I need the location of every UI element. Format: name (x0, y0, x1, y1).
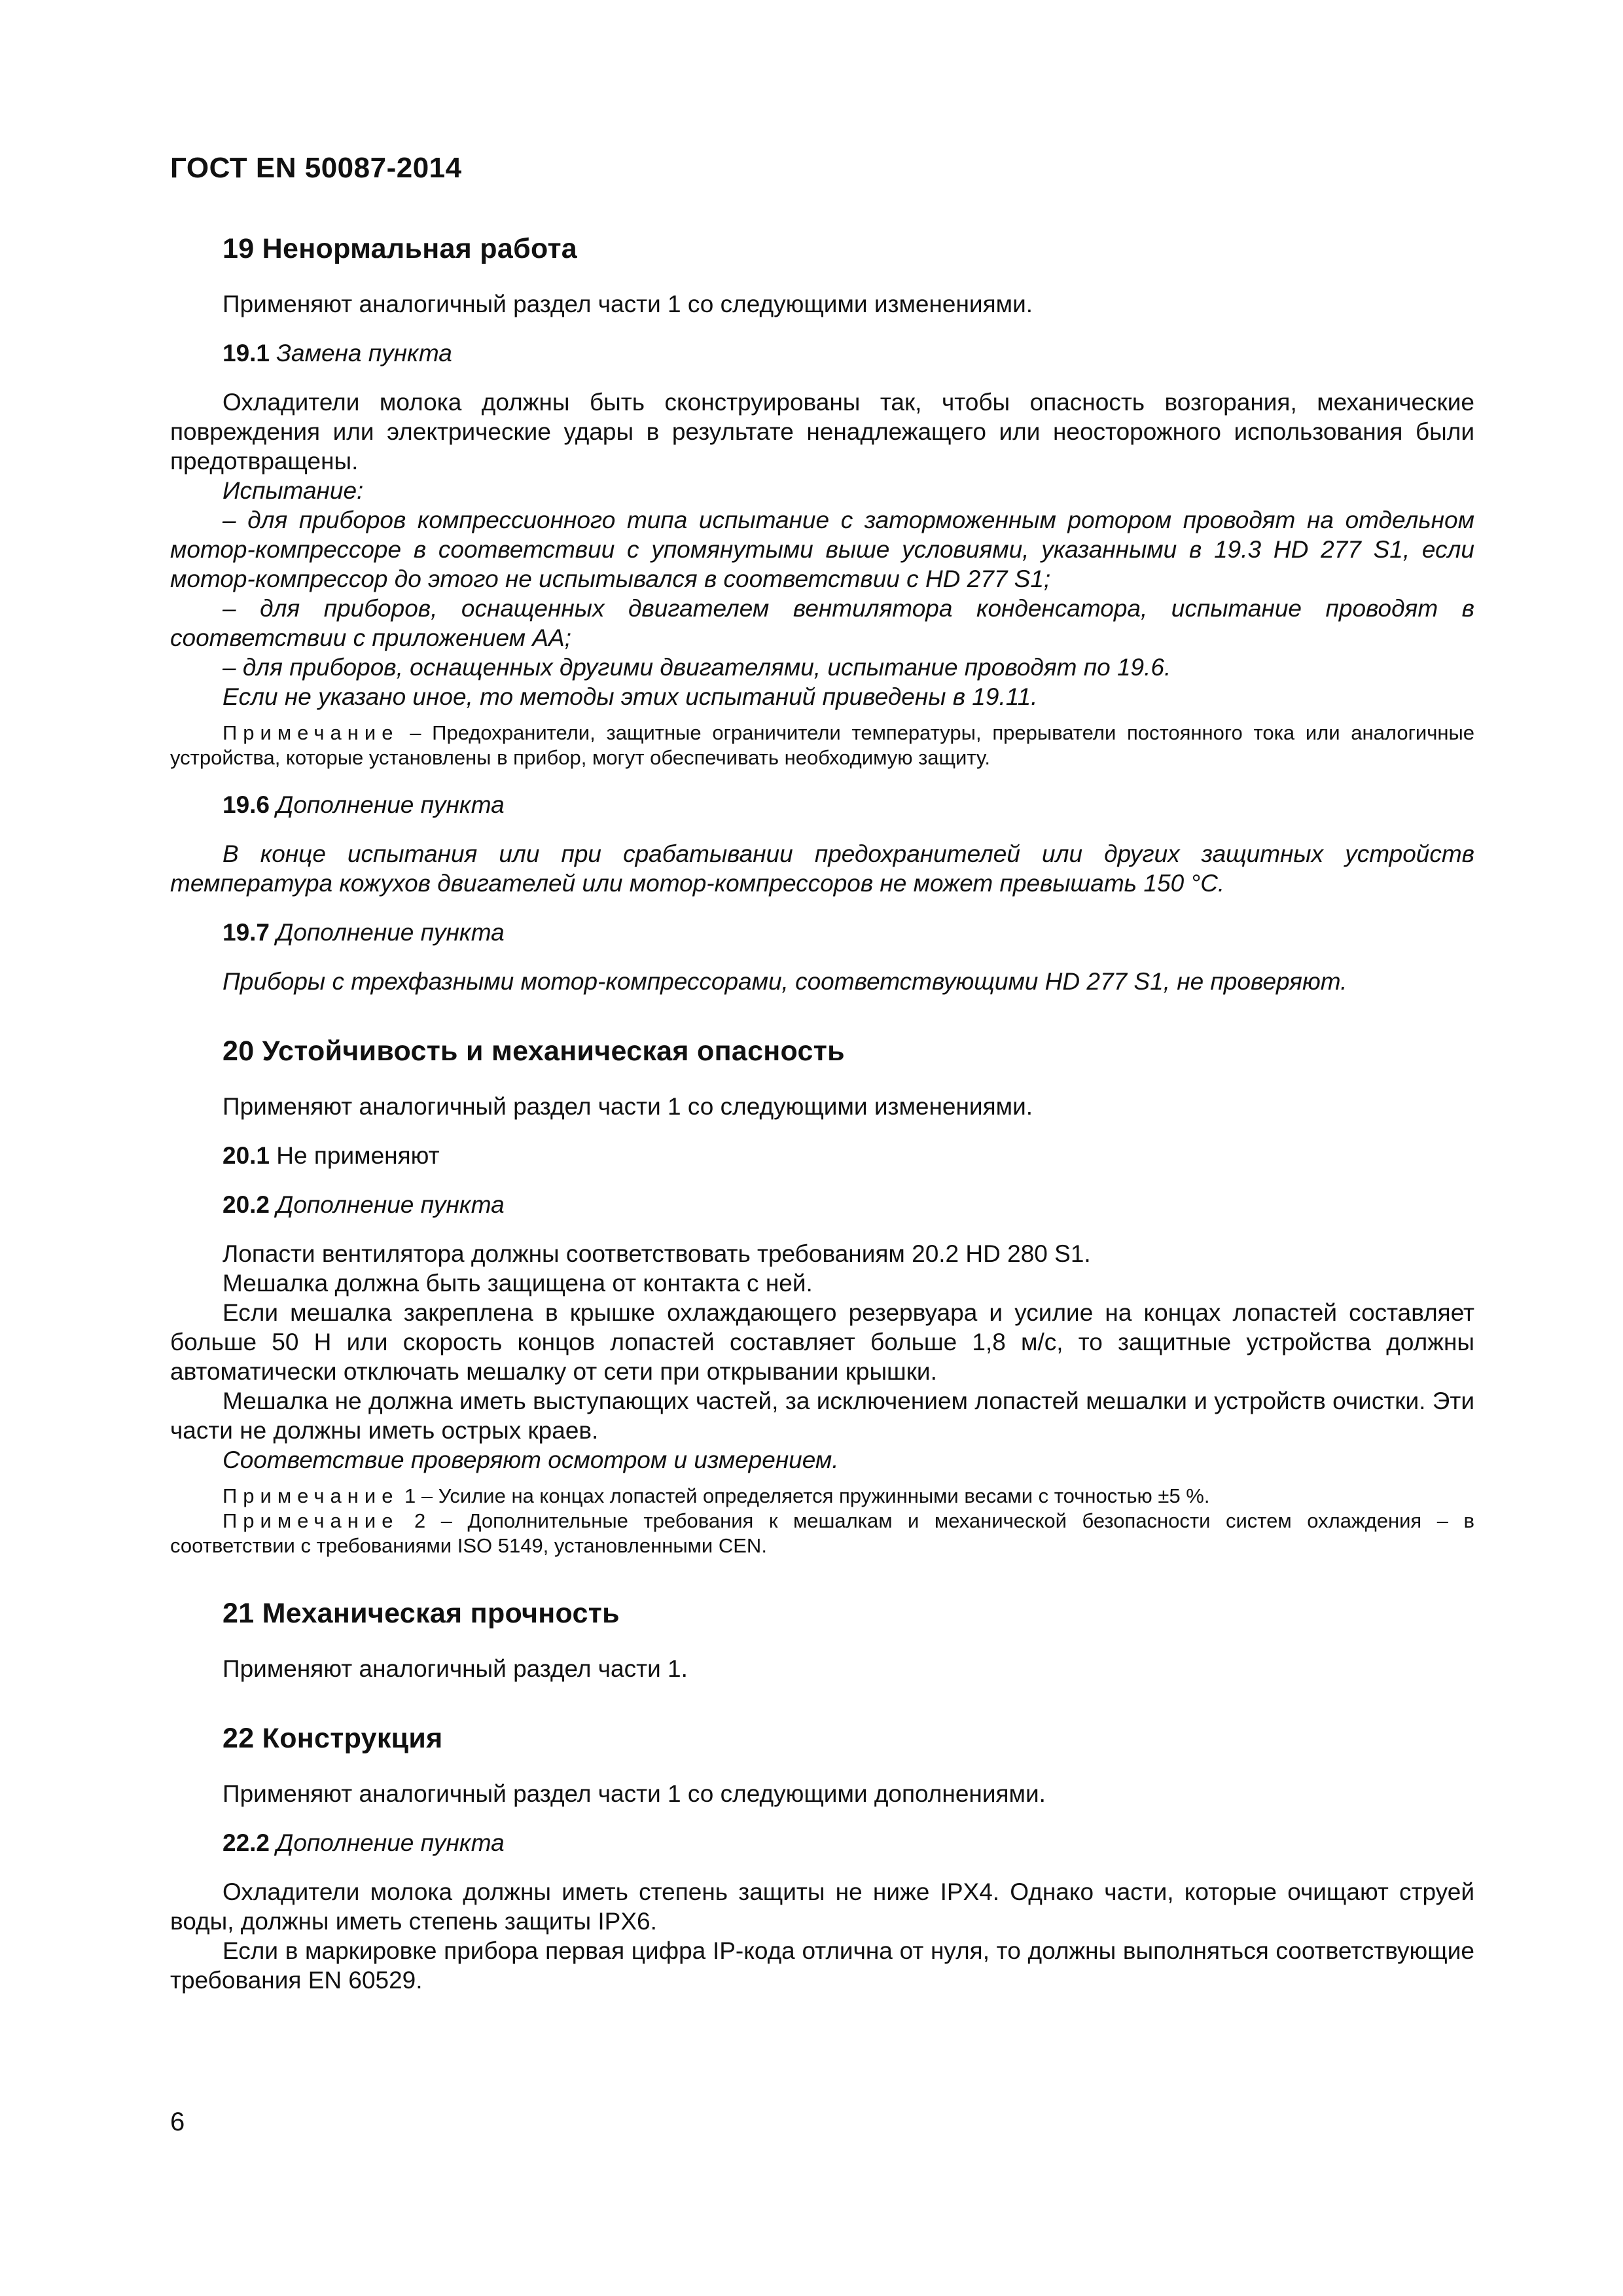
test-item-2: – для приборов, оснащенных двигателем вентилятора конденсатора, испытание проводят в соответствии с приложением АА; (170, 595, 1474, 651)
clause-20-2-line-1: Лопасти вентилятора должны соответствовать требованиям 20.2 HD 280 S1. (223, 1240, 1091, 1267)
section-19-title: 19 Ненормальная работа (223, 233, 578, 264)
clause-label: Дополнение пункта (276, 1829, 505, 1856)
clause-20-2-note-1 (170, 1484, 1474, 1509)
clause-number: 19.6 (223, 791, 270, 818)
clause-number: 19.1 (223, 340, 270, 367)
section-20-title: 20 Устойчивость и механическая опасность (223, 1035, 845, 1067)
note-label: Примечание (223, 1509, 399, 1532)
compliance-text: Соответствие проверяют осмотром и измерением. (223, 1446, 839, 1473)
clause-20-2-heading (170, 1190, 1474, 1219)
clause-number: 22.2 (223, 1829, 270, 1856)
section-19 (170, 230, 1474, 996)
section-22-title: 22 Конструкция (223, 1723, 443, 1754)
test-item-3: – для приборов, оснащенных другими двигателями, испытание проводят по 19.6. (223, 654, 1171, 681)
section-21 (170, 1595, 1474, 1683)
document-code: ГОСТ EN 50087-2014 (170, 152, 462, 184)
clause-20-2-line-3: Если мешалка закреплена в крышке охлаждающего резервуара и усилие на концах лопастей составляет больше 50 Н или скорость концов лопастей составляет больше 1,8 м/с, то защитные устройства должны автоматически отключать мешалку от сети при открывании крышки. (170, 1299, 1474, 1385)
section-19-intro: Применяют аналогичный раздел части 1 со следующими изменениями. (223, 291, 1033, 317)
clause-19-1-note (170, 721, 1474, 770)
note-label: Примечание (223, 1484, 399, 1507)
note-text: 2 – Дополнительные требования к мешалкам и механической безопасности систем охлаждения – в соответствии с требованиями ISO 5149, установленными CEN. (170, 1509, 1474, 1557)
note-text: 1 – Усилие на концах лопастей определяется пружинными весами с точностью ±5 %. (399, 1484, 1210, 1507)
note-text: – Предохранители, защитные ограничители температуры, прерыватели постоянного тока или аналогичные устройства, которые установлены в прибор, могут обеспечивать необходимую защиту. (170, 721, 1474, 769)
clause-number: 19.7 (223, 919, 270, 946)
clause-22-2-text-1: Охладители молока должны иметь степень защиты не ниже IPX4. Однако части, которые очищают струей воды, должны иметь степень защиты IPX6. (170, 1878, 1474, 1935)
clause-20-2-line-2: Мешалка должна быть защищена от контакта с ней. (223, 1270, 813, 1297)
clause-label: Дополнение пункта (276, 919, 505, 946)
section-20-intro: Применяют аналогичный раздел части 1 со следующими изменениями. (223, 1093, 1033, 1120)
section-21-title: 21 Механическая прочность (223, 1598, 620, 1629)
section-22 (170, 1720, 1474, 1995)
clause-19-1-heading (170, 338, 1474, 368)
clause-label: Дополнение пункта (276, 1191, 505, 1218)
clause-22-2-heading (170, 1828, 1474, 1857)
section-20 (170, 1033, 1474, 1558)
clause-19-7-heading (170, 918, 1474, 947)
clause-text: Не применяют (276, 1142, 440, 1169)
section-21-intro: Применяют аналогичный раздел части 1. (223, 1655, 688, 1682)
clause-number: 20.1 (223, 1142, 270, 1169)
clause-19-6-text: В конце испытания или при срабатывании предохранителей или других защитных устройств температура кожухов двигателей или мотор-компрессоров не может превышать 150 °С. (170, 840, 1474, 897)
test-methods-note: Если не указано иное, то методы этих испытаний приведены в 19.11. (223, 683, 1038, 710)
section-22-intro: Применяют аналогичный раздел части 1 со следующими дополнениями. (223, 1780, 1046, 1807)
clause-19-1-text: Охладители молока должны быть сконструированы так, чтобы опасность возгорания, механические повреждения или электрические удары в результате ненадлежащего или неосторожного использования были предотвращены. (170, 389, 1474, 475)
clause-19-6-heading (170, 790, 1474, 819)
document-page (170, 0, 1474, 2296)
clause-label: Замена пункта (276, 340, 452, 367)
clause-20-2-note-2 (170, 1509, 1474, 1558)
clause-19-7-text: Приборы с трехфазными мотор-компрессорами, соответствующими HD 277 S1, не проверяют. (223, 968, 1347, 995)
test-item-1: – для приборов компрессионного типа испытание с заторможенным ротором проводят на отдельном мотор-компрессоре в соответствии с упомянутыми выше условиями, указанными в 19.3 HD 277 S1, если мотор-компрессор до этого не испытывался в соответствии с HD 277 S1; (170, 507, 1474, 592)
clause-label: Дополнение пункта (276, 791, 505, 818)
test-label: Испытание: (223, 477, 364, 504)
clause-22-2-text-2: Если в маркировке прибора первая цифра IP-кода отлична от нуля, то должны выполняться соответствующие требования EN 60529. (170, 1937, 1474, 1994)
clause-20-1 (170, 1141, 1474, 1170)
note-label: Примечание (223, 721, 399, 744)
clause-20-2-line-4: Мешалка не должна иметь выступающих частей, за исключением лопастей мешалки и устройств очистки. Эти части не должны иметь острых краев. (170, 1388, 1474, 1444)
page-number: 6 (170, 2108, 185, 2136)
clause-number: 20.2 (223, 1191, 270, 1218)
document-body (170, 230, 1474, 1995)
